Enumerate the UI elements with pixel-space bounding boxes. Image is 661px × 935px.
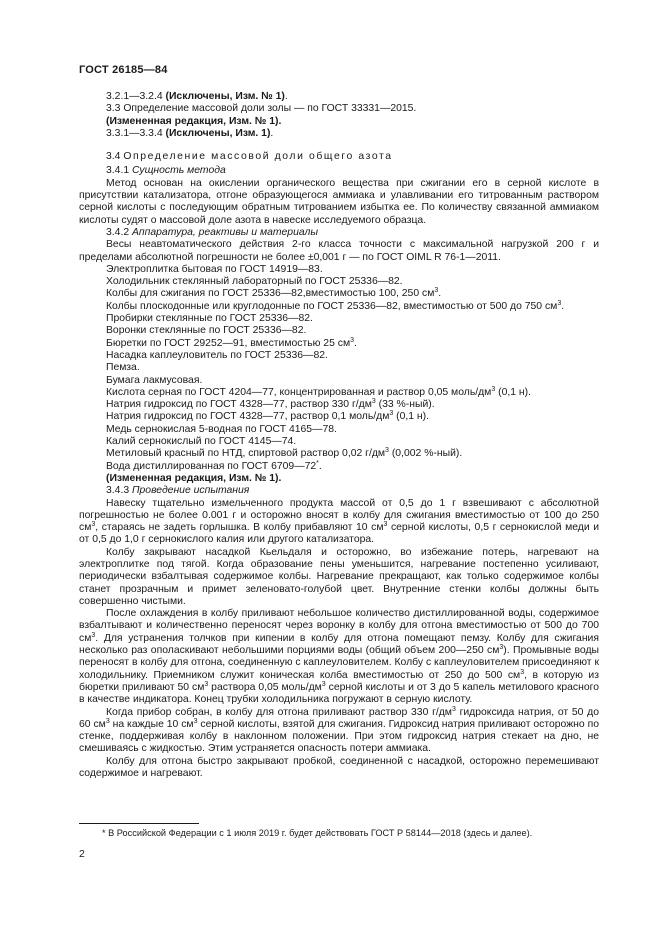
equipment-item: Электроплитка бытовая по ГОСТ 14919—83. <box>106 263 323 275</box>
section-3-4-heading: 3.4 Определение массовой доли общего азота <box>106 151 393 163</box>
edit-note-3-4-2: (Измененная редакция, Изм. № 1). <box>106 472 282 484</box>
clause-3-3-1: 3.3.1—3.3.4 (Исключены, Изм. 1). <box>106 127 274 139</box>
reagent-item: Вода дистиллированная по ГОСТ 6709—72*. <box>106 459 322 472</box>
document-header: ГОСТ 26185—84 <box>79 64 168 76</box>
section-3-4-3-heading: 3.4.3 Проведение испытания <box>106 485 250 497</box>
procedure-paragraph: После охлаждения в колбу приливают небольшое количество дистиллированной воды, содержимое взбалтывают и количественно переносят через воронку в колбу для отгона вместимостью от 500 до 700 $см^3$. Для устранения толчков при кипении в колбу для отгона помещают пемзу. Колбу для сжигания несколько раз ополаскивают небольшими порциями воды (общий объем 200—250 $см^3$). Промывные воды переносят в колбу для отгона, соединенную с каплеуловителем. Колбу с каплеуловителем присоединяют к холодильнику. Приемником служит коническая колба вместимостью от 250 до 500 $см^3$, в которую из бюретки приливают 50 $см^3$ раствора 0,05 моль/$дм^3$ серной кислоты и от 3 до 5 капель метилового красного в качестве индикатора. Конец трубки холодильника погружают в серную кислоту. <box>79 608 599 706</box>
equipment-item: Колбы для сжигания по ГОСТ 25336—82,вместимостью 100, 250 $см^3$. <box>106 287 442 300</box>
clause-3-2-1: 3.2.1—3.2.4 (Исключены, Изм. № 1). <box>106 91 288 102</box>
reagent-item: Натрия гидроксид по ГОСТ 4328—77, раствор 0,1 моль/$дм^3$ (0,1 н). <box>106 410 430 423</box>
reagent-item: Натрия гидроксид по ГОСТ 4328—77, раствор 330 $г/дм^3$ (33 %-ный). <box>106 398 435 411</box>
reagent-item: Кислота серная по ГОСТ 4204—77, концентрированная и раствор 0,05 моль/$дм^3$ (0,1 н). <box>106 385 531 398</box>
procedure-paragraph: Навеску тщательно измельченного продукта массой от 0,5 до 1 г взвешивают с абсолютной погрешностью не более 0.001 г и осторожно вносят в колбу для сжигания вместимостью от 100 до 250 $см^3$, стараясь не задеть горлышка. В колбу прибавляют 10 $см^3$ серной кислоты, 0,5 г сернокислой меди и от 0,5 до 1,0 г сернокислого калия или другого катализатора. <box>79 497 600 546</box>
section-3-4-2-heading: 3.4.2 Аппаратура, реактивы и материалы <box>106 226 319 238</box>
equipment-item: Воронки стеклянные по ГОСТ 25336—82. <box>106 325 307 337</box>
equipment-item: Бюретки по ГОСТ 29252—91, вместимостью 25 $см^3$. <box>106 336 357 349</box>
reagent-item: Калий сернокислый по ГОСТ 4145—74. <box>106 436 297 448</box>
procedure-paragraph: Когда прибор собран, в колбу для отгона приливают раствор 330 $г/дм^3$ гидроксида натрия, от 50 до 60 $см^3$ на каждые 10 $см^3$ серной кислоты, взятой для сжигания. Гидроксид натрия приливают осторожно по стенке, поддерживая колбу в наклонном положении. При этом гидроксид натрия стекает на дно, не смешиваясь с жидкостью. Этим устраняется опасность потери аммиака. <box>79 705 599 755</box>
equipment-item: Весы неавтоматического действия 2-го класса точности с максимальной нагрузкой 200 г и пределами абсолютной погрешности не более ±0,001 г — по ГОСТ OIML R 76-1—2011. <box>79 239 599 263</box>
section-3-4-1-heading: 3.4.1 Сущность метода <box>106 165 226 177</box>
clause-3-3: 3.3 Определение массовой доли золы — по ГОСТ 33331—2015. <box>106 103 417 115</box>
method-paragraph: Метод основан на окислении органического вещества при сжигании его в серной кислоте в присутствии катализатора, отгоне образующегося аммиака и улавливании его титрованным раствором серной кислоты с последующим обратным титрованием избытка ее. По количеству связанной аммиаком кислоты судят о массовой доле азота в навеске исследуемого образца. <box>79 177 599 226</box>
procedure-paragraph: Колбу закрывают насадкой Кьельдаля и осторожно, во избежание потерь, нагревают на электроплитке под тягой. Когда образование пены уменьшится, нагревание постепенно усиливают, периодически взбалтывая содержимое колбы. Нагревание прекращают, как только содержимое колбы станет прозрачным и примет зеленовато-голубой цвет. Внутренние стенки колбы должны быть совершенно чистыми. <box>79 546 599 607</box>
footnote-divider <box>79 823 199 824</box>
footnote: * В Российской Федерации с 1 июля 2019 г. будет действовать ГОСТ Р 58144—2018 (здесь и далее). <box>102 828 533 838</box>
edit-note-3-3: (Измененная редакция, Изм. № 1). <box>106 115 282 127</box>
equipment-item: Пробирки стеклянные по ГОСТ 25336—82. <box>106 313 313 325</box>
procedure-paragraph: Колбу для отгона быстро закрывают пробкой, соединенной с насадкой, осторожно перемешивают содержимое и нагревают. <box>79 755 599 780</box>
reagent-item: Медь сернокислая 5-водная по ГОСТ 4165—78. <box>106 423 337 435</box>
equipment-item: Холодильник стеклянный лабораторный по ГОСТ 25336—82. <box>106 276 403 288</box>
equipment-item: Насадка каплеуловитель по ГОСТ 25336—82. <box>106 349 328 361</box>
equipment-item: Колбы плоскодонные или круглодонные по ГОСТ 25336—82, вместимостью от 500 до 750 $см^3$. <box>106 299 565 312</box>
equipment-item: Пемза. <box>106 362 140 374</box>
document-body <box>79 91 599 780</box>
page-number: 2 <box>79 849 85 860</box>
equipment-item: Бумага лакмусовая. <box>106 374 203 386</box>
reagent-item: Метиловый красный по НТД, спиртовой раствор 0,02 $г/дм^3$ (0,002 %-ный). <box>106 447 463 460</box>
